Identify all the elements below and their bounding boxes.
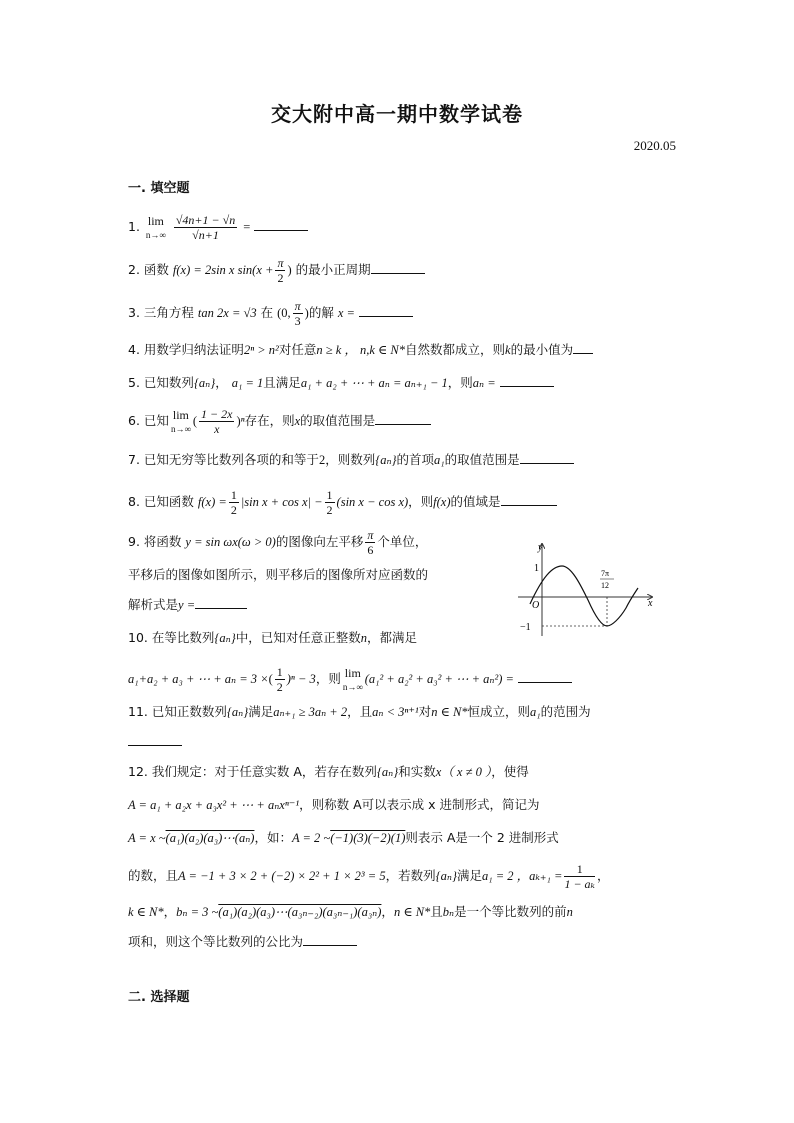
question-1: 1. lim n→∞ $\frac{√4n+1 - √n}{√n+1}$ = — [128, 213, 308, 242]
origin-label: O — [532, 600, 540, 611]
limit-operator: lim n→∞ — [145, 213, 166, 240]
section-choice: 二. 选择题 — [128, 990, 190, 1005]
answer-blank — [375, 412, 431, 425]
section-fill-in: 一. 填空题 — [128, 181, 190, 196]
question-12-line-6: 项和，则这个等比数列的公比为 — [128, 932, 357, 952]
question-2: 2. 函数 f(x) = 2sin x sin(x + $\frac{\pi}{2}$ ) 的最小正周期 — [128, 256, 425, 285]
answer-blank — [128, 733, 182, 746]
x-axis-label: x — [648, 598, 653, 609]
answer-blank — [573, 341, 593, 354]
x-mark-numerator: 7π — [601, 569, 610, 578]
answer-blank — [501, 493, 557, 506]
answer-blank — [500, 374, 554, 387]
question-12-line-5: k ∈ N*，bₙ = 3 ~(a₁)(a₂)(a₃)⋯(a₃ₙ₋₂)(a₃ₙ₋₁)(a₃ₙ)，n ∈ N*且bₙ是一个等比数列的前n — [128, 904, 573, 919]
answer-blank — [359, 304, 413, 317]
question-10: 10. 在等比数列{aₙ}中，已知对任意正整数n，都满足 — [128, 630, 417, 645]
question-8: 8. 已知函数 f(x) = $\frac{1}{2}$ |sin x + cos x| − $\frac{1}{2}$ (sin x − cos x)，则f(x)的值域是 — [128, 488, 557, 517]
sine-graph — [512, 538, 662, 640]
question-11: 11. 已知正数数列{aₙ}满足aₙ₊₁ ≥ 3aₙ + 2，且aₙ < 3ⁿ⁺¹对n ∈ N*恒成立，则a₁的范围为 — [128, 704, 591, 719]
answer-blank — [254, 218, 308, 231]
y-max-label: 1 — [534, 563, 539, 574]
y-axis-label: y — [538, 542, 543, 553]
question-6: 6. 已知 lim n→∞ ( $\frac{1 - 2x}{x}$ )ⁿ存在，则x的取值范围是 — [128, 407, 431, 436]
sine-curve — [530, 566, 638, 626]
answer-blank — [518, 670, 572, 683]
answer-blank — [371, 261, 425, 274]
question-12-line-2: A = a₁ + a₂x + a₃x² + ⋯ + aₙxⁿ⁻¹，则称数 A可以表示成 x 进制形式，简记为 — [128, 797, 540, 812]
x-mark-denominator: 12 — [601, 581, 609, 590]
question-12-line-4: 的数，且A = −1 + 3 × 2 + (−2) × 2² + 1 × 2³ = 5，若数列{aₙ}满足a₁ = 2 ，aₖ₊₁ = $\frac{1}{\text{1 − aₖ}}$ ， — [128, 862, 610, 891]
exam-date: 2020.05 — [633, 138, 676, 153]
question-12: 12. 我们规定：对于任意实数 A，若存在数列{aₙ}和实数x（ x ≠ 0 ），使得 — [128, 764, 529, 779]
question-5: 5. 已知数列{aₙ}， a₁ = 1且满足a₁ + a₂ + ⋯ + aₙ = aₙ₊₁ − 1，则aₙ = — [128, 373, 554, 393]
question-12-line-3: A = x ~(a₁)(a₂)(a₃)⋯(aₙ)，如：A = 2 ~(−1)(3)(−2)(1)则表示 A是一个 2 进制形式 — [128, 830, 559, 845]
question-7: 7. 已知无穷等比数列各项的和等于2，则数列{aₙ}的首项a₁的取值范围是 — [128, 450, 574, 470]
answer-blank — [520, 451, 574, 464]
question-10-line-2: a₁+a₂ + a₃ + ⋯ + aₙ = 3 ×( $\frac{1}{2}$ )ⁿ − 3，则 lim n→∞ (a₁² + a₂² + a₃² + ⋯ + aₙ²) = — [128, 665, 572, 694]
answer-blank — [195, 596, 247, 609]
answer-blank — [303, 933, 357, 946]
question-3: 3. 三角方程 tan 2x = √3 在 (0, $\frac{\pi}{3}$ )的解 x = — [128, 299, 413, 328]
question-9: 9. 将函数 y = sin ωx(ω > 0)的图像向左平移 $\frac{\pi}{6}$ 个单位， — [128, 528, 428, 557]
question-number: 1. — [128, 219, 140, 234]
question-9-line-3: 解析式是y = — [128, 595, 247, 615]
y-min-label: −1 — [520, 622, 531, 633]
question-11-line-2 — [128, 732, 182, 752]
limit-fraction: $\frac{√4n+1 - √n}{√n+1}$ — [175, 213, 236, 242]
question-4: 4. 用数学归纳法证明2ⁿ > n²对任意n ≥ k ， n,k ∈ N*自然数都成立，则k的最小值为 — [128, 340, 593, 360]
question-9-line-2: 平移后的图像如图所示，则平移后的图像所对应函数的 — [128, 567, 429, 582]
page-title: 交大附中高一期中数学试卷 — [271, 102, 523, 126]
